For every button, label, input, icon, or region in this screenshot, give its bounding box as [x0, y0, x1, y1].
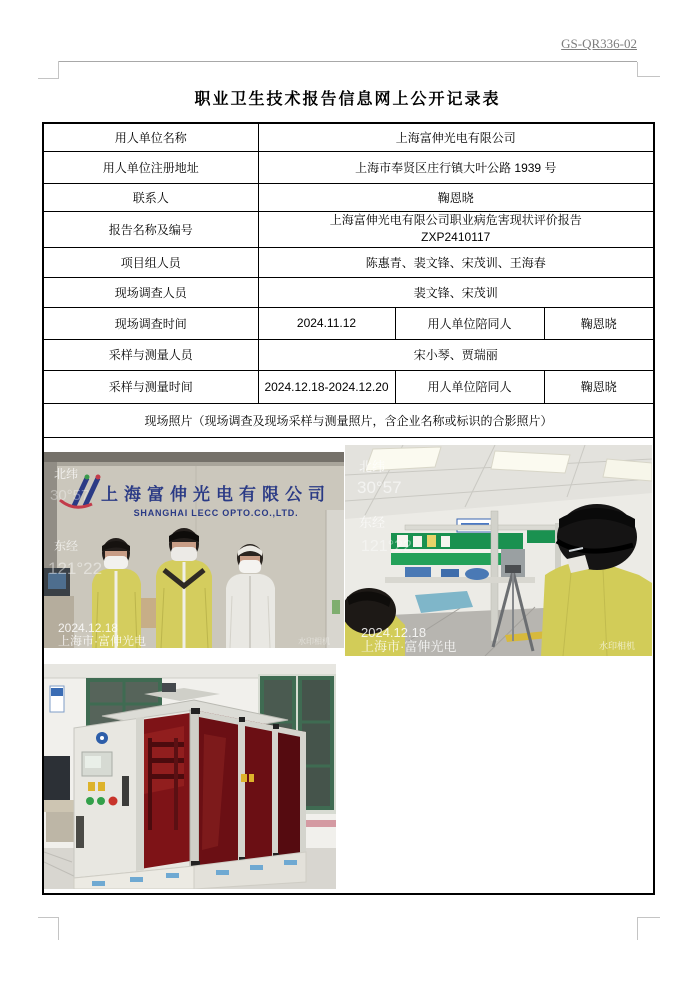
project-team-value: 陈惠青、裴文锋、宋茂训、王海春: [258, 247, 654, 277]
crop-mark-bottom-right: [637, 917, 660, 940]
doc-code: GS-QR336-02: [561, 36, 637, 51]
row-photos-caption: [43, 403, 654, 437]
wm1-location: 上海市·富伸光电: [58, 634, 146, 648]
employer-name-label: 用人单位名称: [43, 123, 258, 151]
wm1-lat-value: 30°57: [50, 487, 90, 504]
employer-address-label: 用人单位注册地址: [43, 151, 258, 183]
wm2-date: 2024.12.18: [361, 625, 427, 640]
row-survey-date: [43, 307, 654, 339]
survey-date-value: 2024.11.12: [258, 307, 395, 339]
crop-mark-top-left: [38, 61, 59, 79]
report-name-value: [258, 211, 654, 247]
row-sampling-staff: [43, 339, 654, 370]
row-report-name: [43, 211, 654, 247]
employer-name-value: 上海富伸光电有限公司: [258, 123, 654, 151]
report-name-line1: 上海富伸光电有限公司职业病危害现状评价报告: [329, 212, 582, 227]
contact-person-label: 联系人: [43, 183, 258, 211]
row-employer-address: [43, 151, 654, 183]
photo-group-company-sign: [44, 452, 344, 648]
wm2-location: 上海市·富伸光电: [361, 639, 457, 654]
wm2-lat-value: 30°57: [357, 478, 402, 497]
wm1-app-name: 水印相机: [298, 637, 330, 646]
wm2-lat-label: 北纬: [359, 459, 386, 474]
employer-address-value: 上海市奉贤区庄行镇大叶公路 1939 号: [258, 151, 654, 183]
wm1-lon-value: 121°22: [48, 559, 103, 578]
contact-person-value: 鞠恩晓: [258, 183, 654, 211]
wm2-lon-value: 121°22: [361, 538, 412, 555]
sampling-staff-label: 采样与测量人员: [43, 339, 258, 370]
wm1-date: 2024.12.18: [58, 621, 119, 635]
photo-workshop-sampling: [345, 445, 652, 656]
sampling-escort-label: 用人单位陪同人: [395, 370, 544, 403]
survey-date-label: 现场调查时间: [43, 307, 258, 339]
row-employer-name: [43, 123, 654, 151]
sampling-escort-value: 鞠恩晓: [544, 370, 654, 403]
crop-mark-bottom-left: [38, 917, 59, 940]
row-survey-staff: [43, 277, 654, 307]
machine-photo-scene: [44, 664, 336, 889]
crop-mark-top-right: [637, 62, 660, 77]
photo-machine-enclosure: [44, 664, 336, 889]
sampling-date-value: 2024.12.18-2024.12.20: [258, 370, 395, 403]
survey-staff-label: 现场调查人员: [43, 277, 258, 307]
sampling-date-label: 采样与测量时间: [43, 370, 258, 403]
wm1-lon-label: 东经: [54, 539, 79, 553]
page-title: 职业卫生技术报告信息网上公开记录表: [194, 91, 501, 108]
report-number-line2: ZXP2410117: [421, 230, 491, 244]
row-contact-person: [43, 183, 654, 211]
wm1-lat-label: 北纬: [54, 467, 79, 481]
header-rule: [59, 61, 637, 62]
survey-escort-label: 用人单位陪同人: [395, 307, 544, 339]
group-photo-scene: [44, 452, 344, 648]
workshop-photo-scene: [345, 445, 652, 656]
sampling-staff-value: 宋小琴、贾瑞丽: [258, 339, 654, 370]
row-sampling-date: [43, 370, 654, 403]
wm2-app-name: 水印相机: [599, 641, 636, 651]
photos-caption: 现场照片（现场调查及现场采样与测量照片，含企业名称或标识的合影照片）: [43, 403, 654, 437]
survey-escort-value: 鞠恩晓: [544, 307, 654, 339]
company-sign-cn: 上海富伸光电有限公司: [101, 485, 331, 504]
company-sign-en: SHANGHAI LECC OPTO.CO.,LTD.: [133, 508, 299, 518]
report-name-label: 报告名称及编号: [43, 211, 258, 247]
wm2-lon-label: 东经: [359, 515, 386, 530]
survey-staff-value: 裴文锋、宋茂训: [258, 277, 654, 307]
project-team-label: 项目组人员: [43, 247, 258, 277]
row-project-team: [43, 247, 654, 277]
